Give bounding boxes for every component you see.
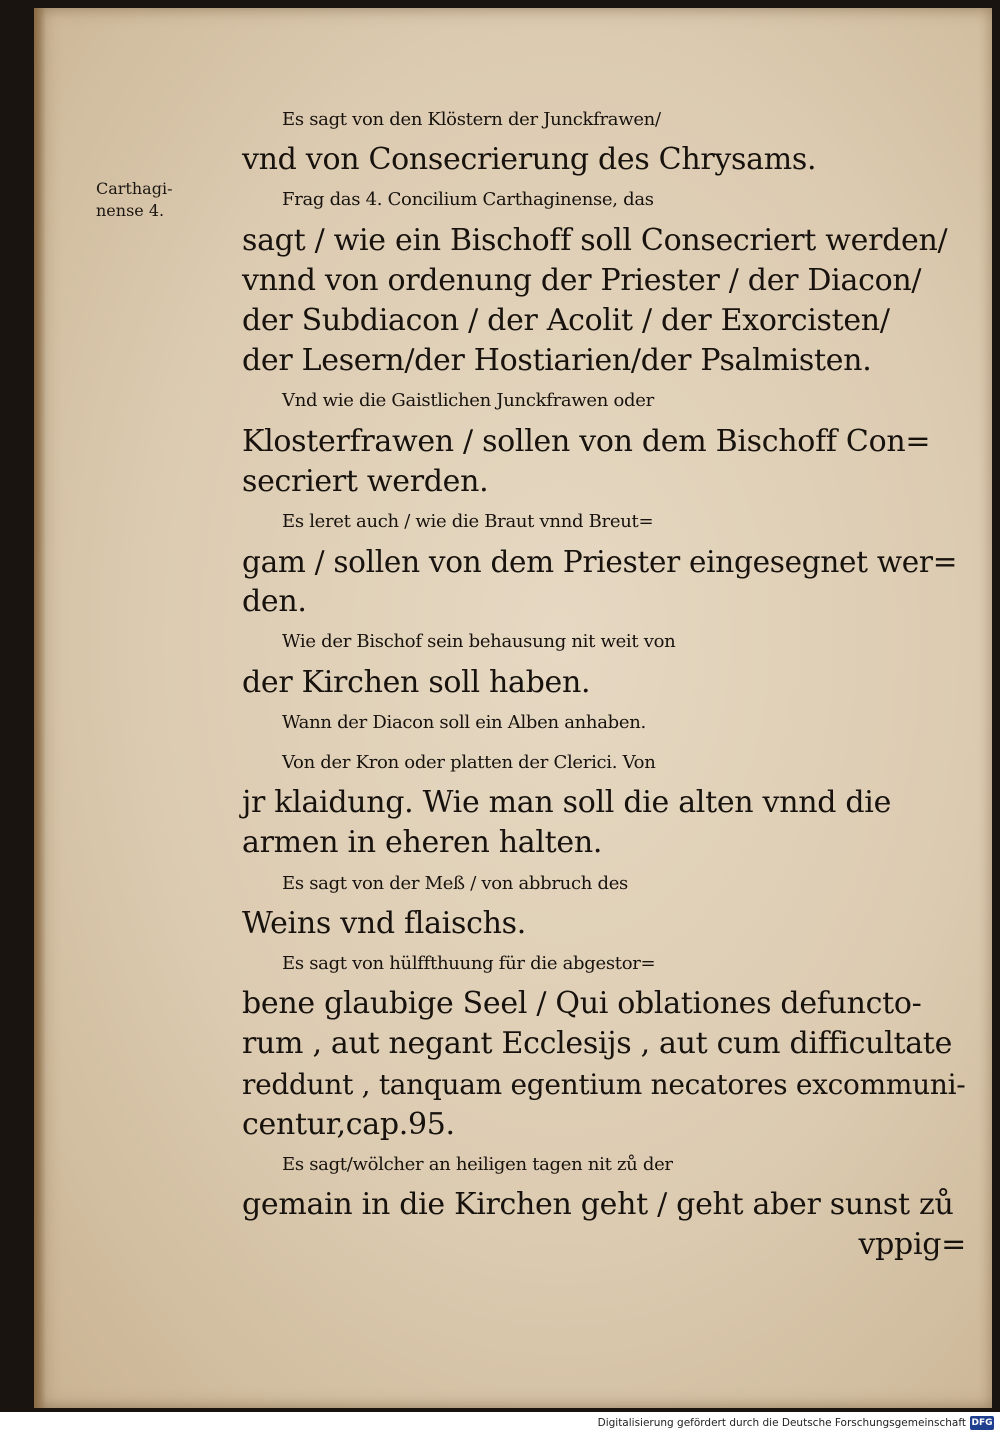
footer-bar (0, 1412, 1000, 1436)
dfg-logo-icon: DFG (971, 1418, 993, 1428)
text-line: bene glaubige Seel / Qui oblationes defuncto- (242, 986, 922, 1022)
text-line: vnnd von ordenung der Priester / der Diacon/ (242, 262, 922, 298)
text-line: Von der Kron oder platten der Clerici. Von (282, 752, 656, 773)
text-line: jr klaidung. Wie man soll die alten vnnd die (242, 785, 892, 821)
text-line: sagt / wie ein Bischoff soll Consecriert werden/ (242, 222, 948, 258)
margin-note (96, 178, 172, 222)
main-text-block (242, 100, 966, 1265)
text-line: Vnd wie die Gaistlichen Junckfrawen oder (282, 390, 654, 412)
text-line: Weins vnd flaischs. (242, 905, 526, 941)
margin-note-line: Carthagi- (96, 179, 173, 198)
text-line: vppig= (858, 1227, 966, 1263)
text-line: der Subdiacon / der Acolit / der Exorcisten/ (242, 302, 890, 338)
margin-note-line: nense 4. (96, 201, 165, 220)
text-line: secriert werden. (242, 463, 489, 499)
text-line: Wie der Bischof sein behausung nit weit von (282, 631, 676, 653)
text-line: der Kirchen soll haben. (242, 664, 591, 700)
text-line: centur,cap.95. (242, 1106, 455, 1142)
text-line: Frag das 4. Concilium Carthaginense, das (282, 189, 654, 211)
text-line: rum , aut negant Ecclesijs , aut cum difficultate (242, 1026, 953, 1062)
text-line: Wann der Diacon soll ein Alben anhaben. (282, 711, 646, 733)
text-line: gam / sollen von dem Priester eingesegnet wer= (242, 545, 958, 580)
text-line: Klosterfrawen / sollen von dem Bischoff Con= (242, 423, 931, 459)
text-line: Es sagt von den Klöstern der Junckfrawen/ (282, 109, 661, 130)
text-line: den. (242, 584, 307, 620)
text-line: reddunt , tanquam egentium necatores excommuni- (242, 1067, 966, 1101)
text-line: Es sagt von der Meß / von abbruch des (282, 872, 628, 894)
text-line: armen in eheren halten. (242, 825, 603, 861)
text-line: der Lesern/der Hostiarien/der Psalmisten. (242, 343, 872, 379)
text-line: Es leret auch / wie die Braut vnnd Breut= (282, 510, 654, 532)
page-spine-shadow (34, 8, 46, 1408)
funding-credit: Digitalisierung gefördert durch die Deutsche Forschungsgemeinschaft (597, 1417, 966, 1429)
text-line: Es sagt von hülffthuung für die abgestor= (282, 952, 656, 974)
text-line: vnd von Consecrierung des Chrysams. (242, 142, 817, 178)
text-line: Es sagt/wölcher an heiligen tagen nit zů der (282, 1153, 673, 1175)
text-line: gemain in die Kirchen geht / geht aber sunst zů (242, 1187, 954, 1223)
